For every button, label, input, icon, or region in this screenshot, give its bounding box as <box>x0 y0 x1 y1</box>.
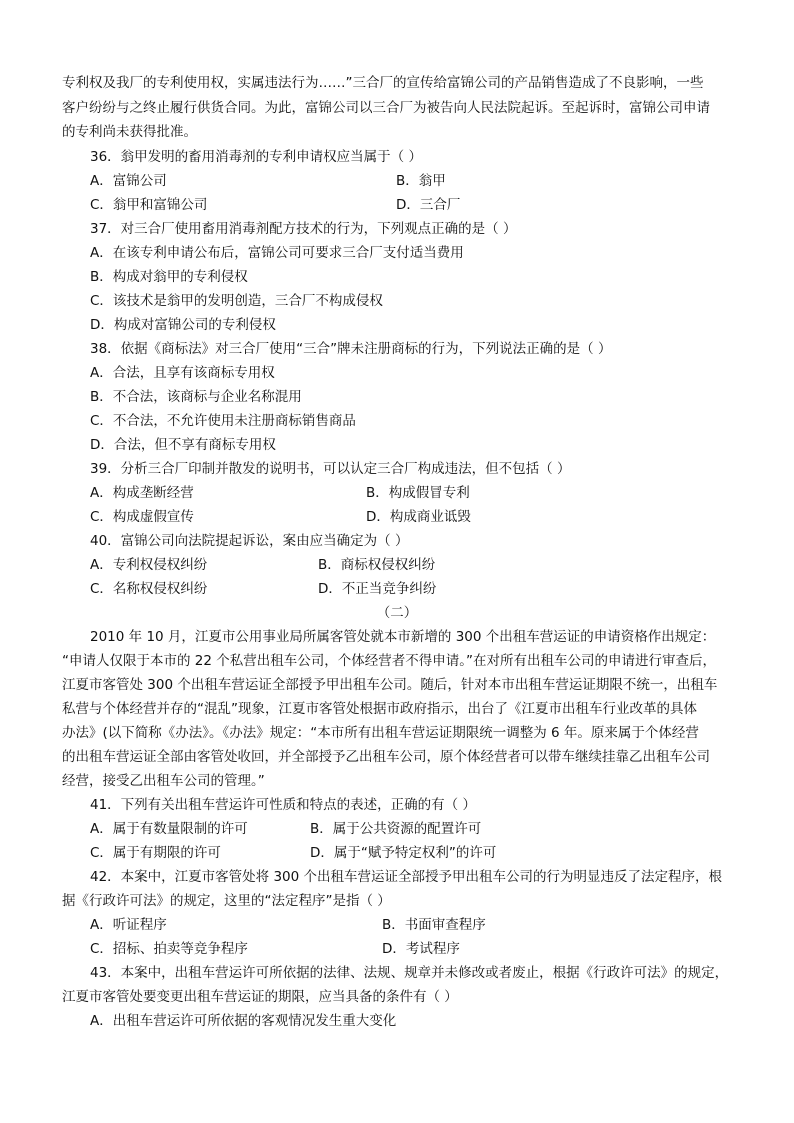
case-text-line: 客户纷纷与之终止履行供货合同。为此，富锦公司以三合厂为被告向人民法院起诉。至起诉时，富锦公司申请 <box>62 100 710 116</box>
question-37-option-c: C．该技术是翁甲的发明创造，三合厂不构成侵权 <box>90 293 383 309</box>
question-39-option-d: D．构成商业诋毁 <box>366 509 471 525</box>
case-text-line: 经营，接受乙出租车公司的管理。” <box>62 773 265 789</box>
question-39-option-c: C．构成虚假宣传 <box>90 509 194 525</box>
case-text-line: 的出租车营运证全部由客管处收回，并全部授予乙出租车公司，原个体经营者可以带车继续挂靠乙出租车公司 <box>62 749 710 765</box>
case-text-line: 办法》(以下简称《办法》。《办法》规定：“本市所有出租车营运证期限统一调整为 6 年。原来属于个体经营 <box>62 725 699 741</box>
question-42-option-a: A．听证程序 <box>90 917 167 933</box>
question-38-option-b: B．不合法，该商标与企业名称混用 <box>90 389 302 405</box>
question-43-stem: 43．本案中，出租车营运许可所依据的法律、法规、规章并未修改或者废止，根据《行政许可法》的规定， <box>90 965 729 981</box>
question-37-option-d: D．构成对富锦公司的专利侵权 <box>90 317 276 333</box>
case-text-line: 专利权及我厂的专利使用权，实属违法行为……”三合厂的宣传给富锦公司的产品销售造成了不良影响，一些 <box>62 75 704 91</box>
question-43-option-a: A．出租车营运许可所依据的客观情况发生重大变化 <box>90 1013 397 1029</box>
question-36-option-a: A．富锦公司 <box>90 173 167 189</box>
question-38-option-c: C．不合法，不允许使用未注册商标销售商品 <box>90 413 356 429</box>
question-41-option-d: D．属于“赋予特定权利”的许可 <box>310 845 497 861</box>
question-41-stem: 41．下列有关出租车营运许可性质和特点的表述，正确的有（ ） <box>90 797 476 813</box>
question-40-option-a: A．专利权侵权纠纷 <box>90 557 208 573</box>
case-text-line: “申请人仅限于本市的 22 个私营出租车公司，个体经营者不得申请。”在对所有出租车公司的申请进行审查后， <box>62 653 716 669</box>
question-36-option-d: D．三合厂 <box>396 197 461 213</box>
question-38-option-d: D．合法，但不享有商标专用权 <box>90 437 276 453</box>
question-39-option-b: B．构成假冒专利 <box>366 485 470 501</box>
question-37-stem: 37．对三合厂使用畜用消毒剂配方技术的行为，下列观点正确的是（ ） <box>90 221 517 237</box>
question-38-stem: 38．依据《商标法》对三合厂使用“三合”牌未注册商标的行为，下列说法正确的是（ ） <box>90 341 612 357</box>
case-text-line: 私营与个体经营并存的“混乱”现象，江夏市客管处根据市政府指示，出台了《江夏市出租车行业改革的具体 <box>62 701 697 717</box>
question-36-option-b: B．翁甲 <box>396 173 446 189</box>
question-40-option-c: C．名称权侵权纠纷 <box>90 581 208 597</box>
question-41-option-b: B．属于公共资源的配置许可 <box>310 821 482 837</box>
question-40-option-b: B．商标权侵权纠纷 <box>318 557 436 573</box>
question-40-stem: 40．富锦公司向法院提起诉讼，案由应当确定为（ ） <box>90 533 409 549</box>
case-text-line: 江夏市客管处 300 个出租车营运证全部授予甲出租车公司。随后，针对本市出租车营运证期限不统一，出租车 <box>62 677 718 693</box>
question-40-option-d: D．不正当竞争纠纷 <box>318 581 437 597</box>
question-43-stem-cont: 江夏市客管处要变更出租车营运证的期限，应当具备的条件有（ ） <box>62 989 458 1005</box>
question-39-option-a: A．构成垄断经营 <box>90 485 194 501</box>
case-text-line: 的专利尚未获得批准。 <box>62 124 197 140</box>
question-42-stem: 42．本案中，江夏市客管处将 300 个出租车营运证全部授予甲出租车公司的行为明显违反了法定程序，根 <box>90 869 723 885</box>
section-heading: （二） <box>376 605 418 621</box>
question-42-option-d: D．考试程序 <box>382 941 460 957</box>
question-36-option-c: C．翁甲和富锦公司 <box>90 197 208 213</box>
question-36-stem: 36．翁甲发明的畜用消毒剂的专利申请权应当属于（ ） <box>90 149 422 165</box>
question-37-option-b: B．构成对翁甲的专利侵权 <box>90 269 248 285</box>
case-text-line: 2010 年 10 月，江夏市公用事业局所属客管处就本市新增的 300 个出租车营运证的申请资格作出规定： <box>90 629 716 645</box>
question-41-option-a: A．属于有数量限制的许可 <box>90 821 248 837</box>
question-37-option-a: A．在该专利申请公布后，富锦公司可要求三合厂支付适当费用 <box>90 245 464 261</box>
question-42-option-c: C．招标、拍卖等竞争程序 <box>90 941 248 957</box>
question-42-option-b: B．书面审查程序 <box>382 917 486 933</box>
question-39-stem: 39．分析三合厂印制并散发的说明书，可以认定三合厂构成违法，但不包括（ ） <box>90 461 571 477</box>
question-38-option-a: A．合法，且享有该商标专用权 <box>90 365 275 381</box>
question-41-option-c: C．属于有期限的许可 <box>90 845 221 861</box>
question-42-stem-cont: 据《行政许可法》的规定，这里的“法定程序”是指（ ） <box>62 893 391 909</box>
